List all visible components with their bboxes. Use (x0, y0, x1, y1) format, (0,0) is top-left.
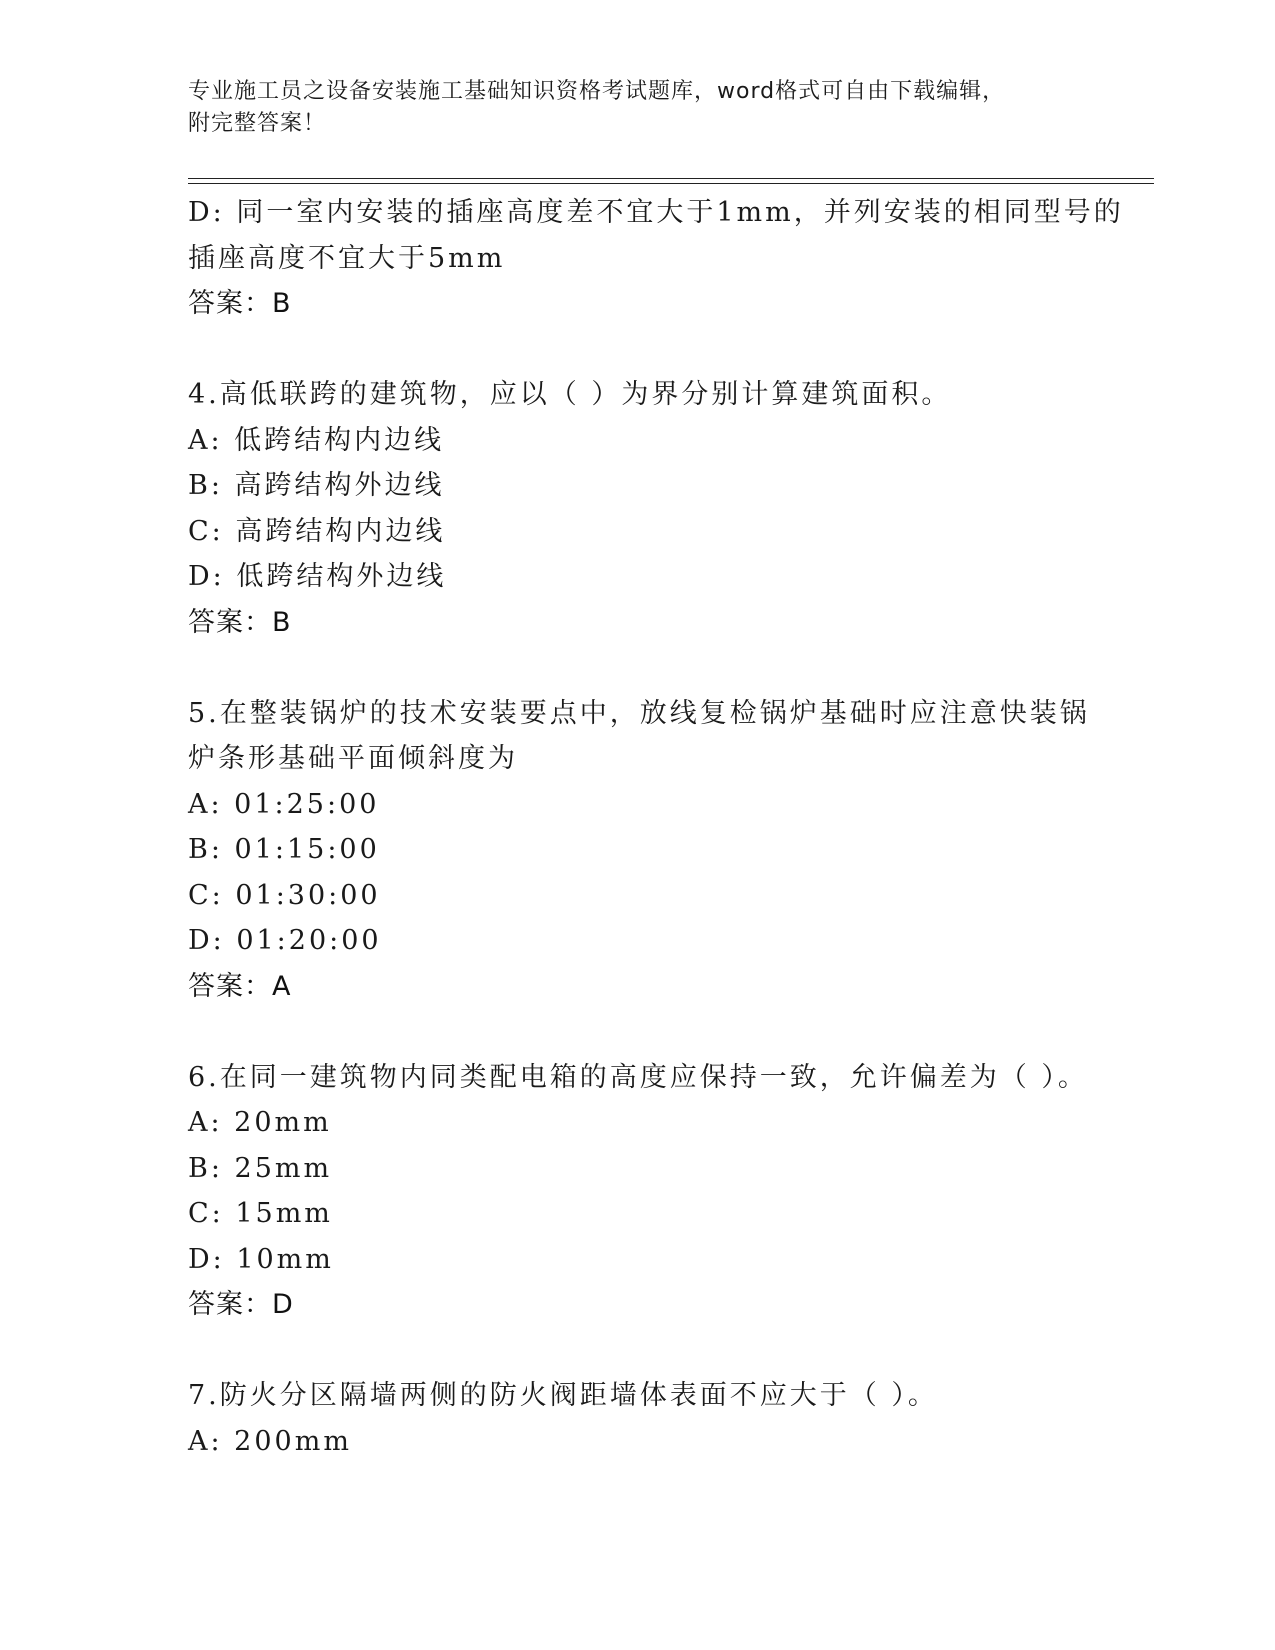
answer-line: 答案：A (188, 970, 292, 1002)
header-line-2: 附完整答案！ (188, 111, 327, 136)
answer-line: 答案：B (188, 288, 292, 319)
question-stem: 7.防火分区隔墙两侧的防火阀距墙体表面不应大于（ ）。 (188, 1380, 938, 1411)
spacer (188, 1328, 1148, 1374)
spacer (188, 1009, 1148, 1055)
option-d: D: 01:20:00 (188, 925, 382, 956)
option-a: A: 01:25:00 (188, 788, 380, 820)
header-divider-bottom (188, 183, 1154, 184)
option-b: B: 高跨结构外边线 (188, 470, 445, 501)
option-a: A: 200mm (188, 1425, 352, 1457)
spacer (188, 327, 1148, 373)
header-divider-top (188, 178, 1154, 179)
option-d: D: 10mm (188, 1243, 334, 1275)
option-d-line-2: 插座高度不宜大于5mm (188, 242, 506, 274)
option-b: B: 25mm (188, 1152, 333, 1184)
option-c: C: 高跨结构内边线 (188, 515, 446, 547)
option-d-line-1: D: 同一室内安装的插座高度差不宜大于1mm，并列安装的相同型号的 (188, 197, 1124, 228)
option-c: C: 15mm (188, 1198, 333, 1229)
question-stem: 6.在同一建筑物内同类配电箱的高度应保持一致，允许偏差为（ ）。 (188, 1061, 1088, 1093)
spacer (188, 645, 1148, 691)
question-6 (188, 1055, 1148, 1328)
option-a: A: 20mm (188, 1107, 332, 1138)
question-3-tail (188, 190, 1148, 327)
header-line-1: 专业施工员之设备安装施工基础知识资格考试题库，word格式可自由下载编辑， (188, 79, 1006, 104)
option-c: C: 01:30:00 (188, 879, 381, 911)
option-d: D: 低跨结构外边线 (188, 561, 447, 592)
question-5 (188, 691, 1148, 1010)
document-header (188, 76, 1088, 140)
question-stem: 4.高低联跨的建筑物，应以（ ）为界分别计算建筑面积。 (188, 379, 952, 410)
question-7 (188, 1373, 1148, 1464)
question-list (188, 190, 1148, 1464)
question-stem-line-2: 炉条形基础平面倾斜度为 (188, 743, 518, 774)
question-4 (188, 372, 1148, 645)
answer-line: 答案：B (188, 606, 292, 638)
option-a: A: 低跨结构内边线 (188, 424, 445, 456)
option-b: B: 01:15:00 (188, 834, 380, 865)
answer-line: 答案：D (188, 1289, 294, 1320)
question-stem-line-1: 5.在整装锅炉的技术安装要点中，放线复检锅炉基础时应注意快装锅 (188, 697, 1090, 729)
